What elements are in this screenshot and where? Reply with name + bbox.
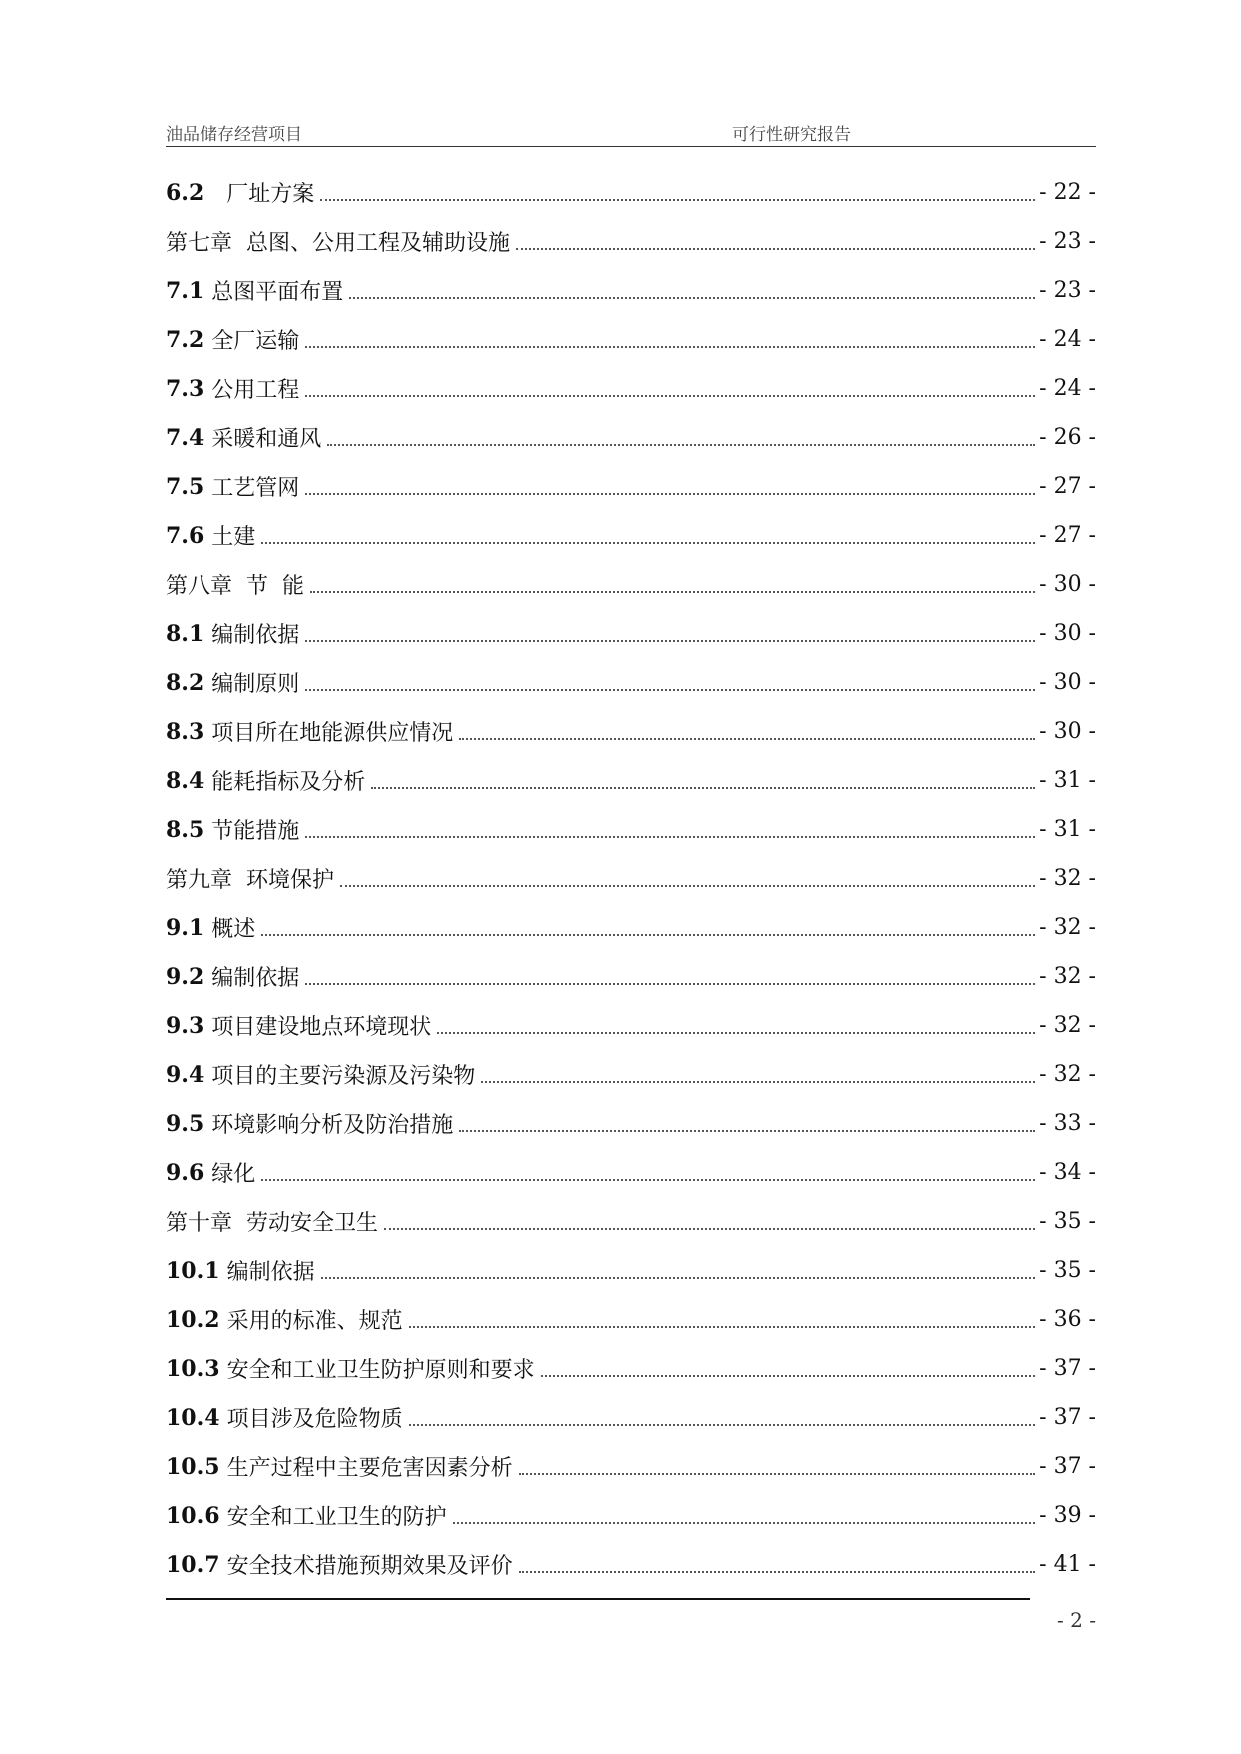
toc-section-title: 环境影响分析及防治措施 — [204, 1113, 454, 1138]
toc-page-number: - 30 - — [1039, 621, 1096, 646]
toc-entry[interactable] — [166, 217, 1096, 266]
toc-dot-leader — [459, 738, 1035, 740]
toc-section-title: 项目所在地能源供应情况 — [204, 721, 454, 746]
toc-entry-number: 7.3 — [166, 375, 205, 402]
toc-page-number: - 35 - — [1039, 1258, 1096, 1283]
toc-dot-leader — [305, 836, 1035, 838]
toc-dot-leader — [340, 885, 1035, 887]
toc-page-number: - 36 - — [1039, 1307, 1096, 1332]
toc-page-number: - 30 - — [1039, 719, 1096, 744]
toc-section-title: 项目建设地点环境现状 — [204, 1015, 432, 1040]
toc-section-title: 项目涉及危险物质 — [219, 1407, 403, 1432]
toc-entry[interactable] — [166, 462, 1096, 511]
toc-section-title: 安全和工业卫生的防护 — [219, 1505, 447, 1530]
page-header — [166, 116, 1096, 147]
toc-page-number: - 31 - — [1039, 768, 1096, 793]
toc-entry[interactable] — [166, 609, 1096, 658]
toc-dot-leader — [310, 591, 1035, 593]
toc-entry[interactable] — [166, 266, 1096, 315]
toc-section-title: 绿化 — [204, 1162, 256, 1187]
toc-entry-number: 10.4 — [166, 1404, 220, 1431]
toc-dot-leader — [305, 395, 1035, 397]
toc-entry[interactable] — [166, 168, 1096, 217]
toc-page-number: - 22 - — [1039, 180, 1096, 205]
toc-dot-leader — [409, 1424, 1036, 1426]
toc-entry-number: 10.3 — [166, 1355, 220, 1382]
toc-entry-number: 10.2 — [166, 1306, 220, 1333]
toc-page-number: - 37 - — [1039, 1405, 1096, 1430]
toc-section-title: 厂址方案 — [204, 182, 315, 207]
header-project-name: 油品储存经营项目 — [166, 125, 302, 145]
header-report-type: 可行性研究报告 — [732, 125, 851, 145]
toc-dot-leader — [453, 1522, 1036, 1524]
toc-section-title: 总图平面布置 — [204, 280, 344, 305]
toc-entry-number: 8.4 — [166, 767, 205, 794]
toc-dot-leader — [519, 1473, 1036, 1475]
toc-chapter-title: 第八章 节 能 — [166, 574, 304, 599]
toc-dot-leader — [327, 444, 1035, 446]
toc-entry[interactable] — [166, 364, 1096, 413]
toc-entry-number: 10.5 — [166, 1453, 220, 1480]
toc-dot-leader — [519, 1571, 1036, 1573]
toc-dot-leader — [320, 199, 1035, 201]
toc-entry[interactable] — [166, 1442, 1096, 1491]
toc-entry[interactable] — [166, 560, 1096, 609]
footer-divider — [166, 1598, 1030, 1600]
toc-dot-leader — [437, 1032, 1035, 1034]
toc-page-number: - 26 - — [1039, 425, 1096, 450]
toc-entry-number: 9.1 — [166, 914, 205, 941]
toc-page-number: - 23 - — [1039, 278, 1096, 303]
toc-page-number: - 32 - — [1039, 915, 1096, 940]
toc-entry-number: 10.6 — [166, 1502, 220, 1529]
toc-page-number: - 39 - — [1039, 1503, 1096, 1528]
toc-page-number: - 30 - — [1039, 670, 1096, 695]
toc-entry[interactable] — [166, 903, 1096, 952]
toc-entry-number: 6.2 — [166, 179, 205, 206]
toc-page-number: - 30 - — [1039, 572, 1096, 597]
toc-section-title: 安全技术措施预期效果及评价 — [219, 1554, 513, 1579]
toc-entry[interactable] — [166, 1099, 1096, 1148]
toc-page-number: - 32 - — [1039, 1062, 1096, 1087]
toc-entry-number: 8.3 — [166, 718, 205, 745]
toc-section-title: 工艺管网 — [204, 476, 300, 501]
toc-entry[interactable] — [166, 1393, 1096, 1442]
toc-entry[interactable] — [166, 707, 1096, 756]
toc-page-number: - 37 - — [1039, 1356, 1096, 1381]
toc-entry[interactable] — [166, 1491, 1096, 1540]
toc-page-number: - 35 - — [1039, 1209, 1096, 1234]
toc-entry[interactable] — [166, 1197, 1096, 1246]
toc-entry[interactable] — [166, 1148, 1096, 1197]
toc-page-number: - 32 - — [1039, 964, 1096, 989]
toc-section-title: 编制原则 — [204, 672, 300, 697]
toc-section-title: 编制依据 — [204, 966, 300, 991]
toc-entry-number: 7.5 — [166, 473, 205, 500]
toc-chapter-title: 第十章 劳动安全卫生 — [166, 1211, 378, 1236]
toc-entry-number: 8.2 — [166, 669, 205, 696]
toc-page-number: - 32 - — [1039, 1013, 1096, 1038]
toc-dot-leader — [305, 689, 1035, 691]
toc-entry-number: 10.1 — [166, 1257, 220, 1284]
toc-entry-number: 8.5 — [166, 816, 205, 843]
toc-section-title: 概述 — [204, 917, 256, 942]
toc-entry[interactable] — [166, 805, 1096, 854]
toc-dot-leader — [261, 934, 1035, 936]
table-of-contents — [166, 168, 1096, 1589]
toc-page-number: - 24 - — [1039, 327, 1096, 352]
toc-chapter-title: 第七章 总图、公用工程及辅助设施 — [166, 231, 510, 256]
toc-section-title: 项目的主要污染源及污染物 — [204, 1064, 476, 1089]
toc-entry[interactable] — [166, 1344, 1096, 1393]
toc-entry-number: 9.2 — [166, 963, 205, 990]
toc-section-title: 编制依据 — [204, 623, 300, 648]
toc-section-title: 土建 — [204, 525, 256, 550]
toc-entry[interactable] — [166, 315, 1096, 364]
toc-entry[interactable] — [166, 1540, 1096, 1589]
toc-page-number: - 24 - — [1039, 376, 1096, 401]
toc-page-number: - 23 - — [1039, 229, 1096, 254]
toc-entry[interactable] — [166, 1295, 1096, 1344]
toc-entry[interactable] — [166, 1246, 1096, 1295]
toc-chapter-title: 第九章 环境保护 — [166, 868, 334, 893]
toc-page-number: - 27 - — [1039, 474, 1096, 499]
toc-entry-number: 7.6 — [166, 522, 205, 549]
toc-dot-leader — [305, 346, 1035, 348]
toc-dot-leader — [481, 1081, 1035, 1083]
toc-page-number: - 32 - — [1039, 866, 1096, 891]
toc-page-number: - 41 - — [1039, 1552, 1096, 1577]
toc-entry[interactable] — [166, 413, 1096, 462]
toc-entry-number: 9.5 — [166, 1110, 205, 1137]
toc-entry-number: 8.1 — [166, 620, 205, 647]
toc-section-title: 编制依据 — [219, 1260, 315, 1285]
toc-entry[interactable] — [166, 952, 1096, 1001]
toc-section-title: 生产过程中主要危害因素分析 — [219, 1456, 513, 1481]
toc-dot-leader — [516, 248, 1035, 250]
toc-dot-leader — [261, 1179, 1035, 1181]
toc-dot-leader — [541, 1375, 1036, 1377]
toc-page-number: - 37 - — [1039, 1454, 1096, 1479]
toc-dot-leader — [459, 1130, 1035, 1132]
page-number: - 2 - — [1057, 1608, 1096, 1632]
toc-dot-leader — [409, 1326, 1036, 1328]
toc-dot-leader — [305, 493, 1035, 495]
toc-entry[interactable] — [166, 658, 1096, 707]
toc-entry-number: 7.2 — [166, 326, 205, 353]
toc-section-title: 安全和工业卫生防护原则和要求 — [219, 1358, 535, 1383]
toc-entry[interactable] — [166, 1001, 1096, 1050]
toc-section-title: 节能措施 — [204, 819, 300, 844]
toc-entry-number: 10.7 — [166, 1551, 220, 1578]
toc-dot-leader — [384, 1228, 1035, 1230]
toc-section-title: 能耗指标及分析 — [204, 770, 366, 795]
toc-entry[interactable] — [166, 854, 1096, 903]
toc-dot-leader — [371, 787, 1035, 789]
toc-entry-number: 7.4 — [166, 424, 205, 451]
toc-section-title: 采用的标准、规范 — [219, 1309, 403, 1334]
toc-page-number: - 34 - — [1039, 1160, 1096, 1185]
toc-section-title: 公用工程 — [204, 378, 300, 403]
toc-section-title: 采暖和通风 — [204, 427, 322, 452]
toc-entry-number: 9.4 — [166, 1061, 205, 1088]
toc-dot-leader — [261, 542, 1035, 544]
toc-dot-leader — [321, 1277, 1036, 1279]
toc-page-number: - 31 - — [1039, 817, 1096, 842]
toc-section-title: 全厂运输 — [204, 329, 300, 354]
toc-dot-leader — [305, 983, 1035, 985]
toc-entry[interactable] — [166, 511, 1096, 560]
toc-page-number: - 27 - — [1039, 523, 1096, 548]
toc-page-number: - 33 - — [1039, 1111, 1096, 1136]
toc-entry-number: 9.3 — [166, 1012, 205, 1039]
toc-entry[interactable] — [166, 756, 1096, 805]
toc-entry[interactable] — [166, 1050, 1096, 1099]
toc-dot-leader — [305, 640, 1035, 642]
toc-entry-number: 9.6 — [166, 1159, 205, 1186]
toc-entry-number: 7.1 — [166, 277, 205, 304]
toc-dot-leader — [349, 297, 1035, 299]
